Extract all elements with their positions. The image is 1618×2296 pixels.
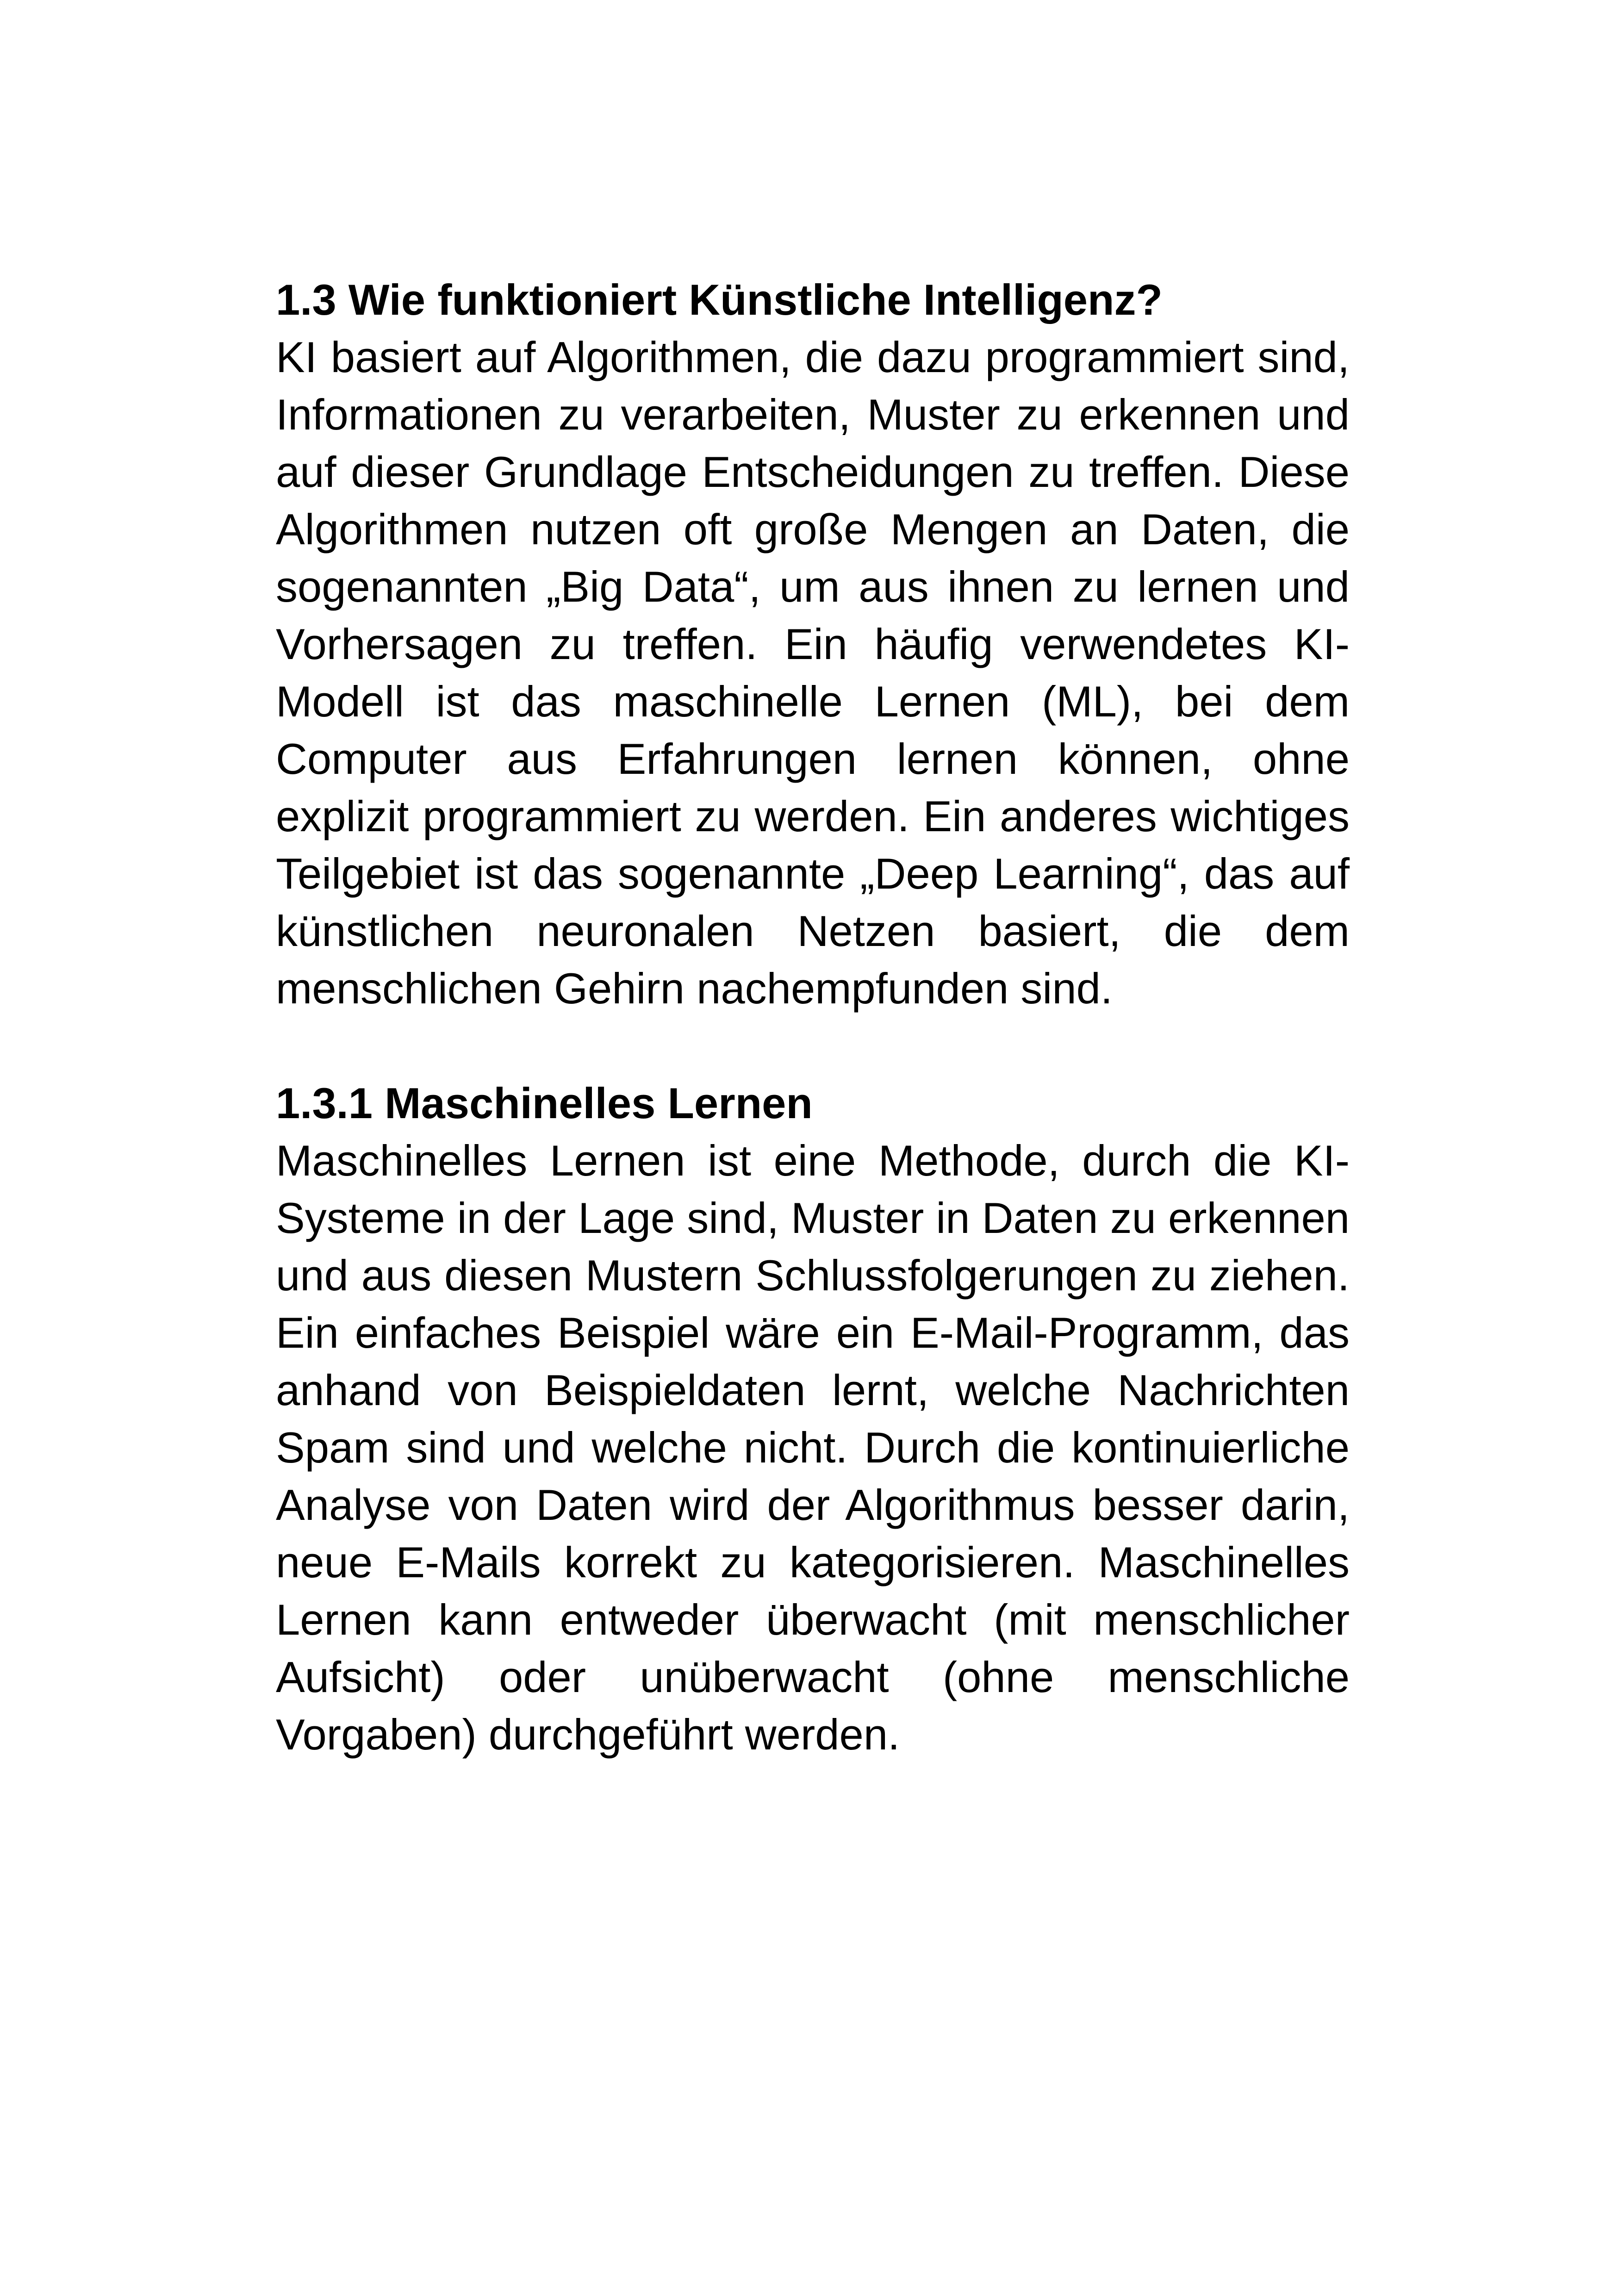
section-paragraph: Maschinelles Lernen ist eine Methode, durch die KI-Systeme in der Lage sind, Muster in Daten zu erkennen und aus diesen Mustern Schlussfolgerungen zu ziehen. Ein einfaches Beispiel wäre ein E-Mail-Programm, das anhand von Beispieldaten lernt, welche Nachrichten Spam sind und welche nicht. Durch die kontinuierliche Analyse von Daten wird der Algorithmus besser darin, neue E-Mails korrekt zu kategorisieren. Maschinelles Lernen kann entweder überwacht (mit menschlicher Aufsicht) oder unüberwacht (ohne menschliche Vorgaben) durchgeführt werden. bbox=[276, 1136, 1350, 1759]
section-paragraph: KI basiert auf Algorithmen, die dazu programmiert sind, Informationen zu verarbeiten, Muster zu erkennen und auf dieser Grundlage Entscheidungen zu treffen. Diese Algorithmen nutzen oft große Mengen an Daten, die sogenannten „Big Data“, um aus ihnen zu lernen und Vorhersagen zu treffen. Ein häufig verwendetes KI-Modell ist das maschinelle Lernen (ML), bei dem Computer aus Erfahrungen lernen können, ohne explizit programmiert zu werden. Ein anderes wichtiges Teilgebiet ist das sogenannte „Deep Learning“, das auf künstlichen neuronalen Netzen basiert, die dem menschlichen Gehirn nachempfunden sind. bbox=[276, 333, 1350, 1013]
section-heading: 1.3.1 Maschinelles Lernen bbox=[276, 1079, 813, 1127]
section-heading: 1.3 Wie funktioniert Künstliche Intelligenz? bbox=[276, 275, 1163, 324]
section-machine-learning bbox=[276, 1075, 1350, 1763]
page-content bbox=[276, 271, 1350, 1763]
section-how-ai-works bbox=[276, 271, 1350, 1017]
